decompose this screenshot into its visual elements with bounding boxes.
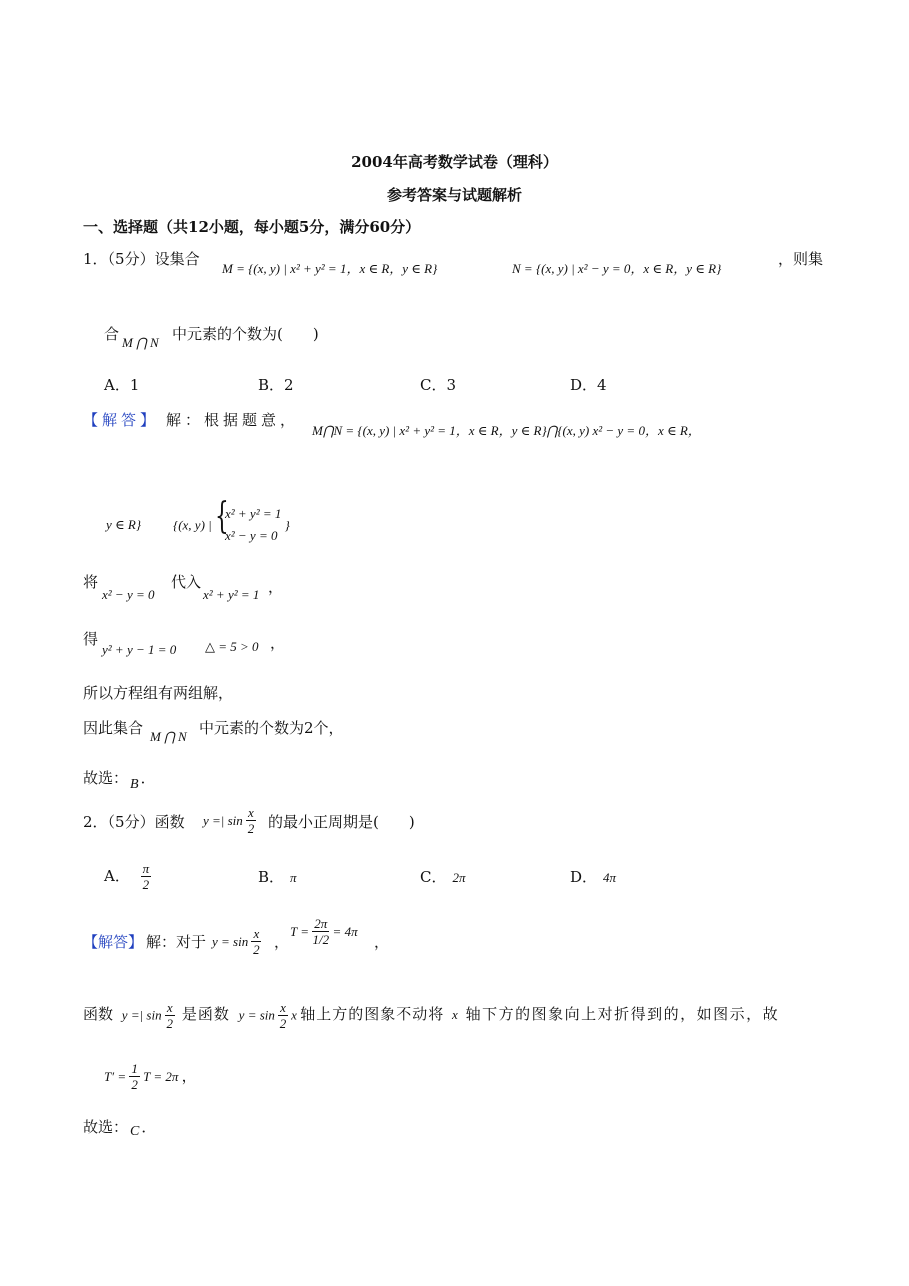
brace-icon: { xyxy=(214,496,229,537)
q2-sol-end: ， xyxy=(374,933,390,951)
q2-tprime-pre: T′ = xyxy=(104,1069,127,1084)
q2-sol-fn-den: 2 xyxy=(253,942,260,957)
q1-option-c: C．3 xyxy=(420,376,457,394)
q1-sub-mid: 代入 xyxy=(171,573,202,591)
q2-answer-intro: 解：对于 xyxy=(146,933,207,951)
q2-para-f2-num: x xyxy=(280,1000,286,1015)
q2-choice-label: 故选： xyxy=(83,1118,129,1136)
section-heading: 一、选择题（共12小题，每小题5分，满分60分） xyxy=(83,218,421,236)
q1-answer-tag: 【解答】 xyxy=(83,411,160,429)
q1-set-n: N = {(x, y) | x² − y = 0，x ∈ R，y ∈ R} xyxy=(512,261,722,276)
q2-function xyxy=(203,806,256,835)
q2-opt-a-den: 2 xyxy=(142,877,150,892)
q2-para-f1-fraction xyxy=(165,1001,175,1030)
q2-para-f2-x: x xyxy=(291,1008,297,1023)
q1-get-end: ， xyxy=(270,634,286,652)
q1-answer-expr2: y ∈ R} xyxy=(106,517,142,532)
q2-sol-period xyxy=(290,917,358,946)
q2-stem-post: 的最小正周期是( ) xyxy=(268,813,415,831)
q1-choice-end: ． xyxy=(140,769,156,787)
q1-conclusion-set: M ⋂ N xyxy=(150,729,187,744)
q2-para-f2 xyxy=(238,1000,301,1031)
q1-get-eq: y² + y − 1 = 0 xyxy=(102,642,177,657)
q2-tprime-end: ， xyxy=(181,1067,197,1085)
q2-para-f1 xyxy=(121,1000,178,1031)
q2-tprime-post: T = 2π xyxy=(143,1069,179,1084)
q2-sol-fn-fraction xyxy=(251,927,261,956)
q1-system xyxy=(173,496,290,547)
page-title: 2004年高考数学试卷（理科） xyxy=(351,153,558,171)
q2-func-pre: y =| sin xyxy=(203,813,243,828)
q2-option-b xyxy=(258,870,297,885)
q1-set-m: M = {(x, y) | x² + y² = 1，x ∈ R，y ∈ R} xyxy=(222,261,438,276)
q2-para-f1-pre: y =| sin xyxy=(121,1008,162,1023)
q1-conclusion-pre: 因此集合 xyxy=(83,719,144,737)
q2-opt-a-num: π xyxy=(142,861,150,876)
q2-func-num: x xyxy=(248,805,254,820)
q2-stem: 2．（5分）函数 xyxy=(83,813,185,831)
q2-choice-letter: C xyxy=(130,1124,140,1139)
q1-answer-expr: M⋂N = {(x, y) | x² + y² = 1，x ∈ R，y ∈ R}⋂{(x, y) x² − y = 0，x ∈ R， xyxy=(312,423,701,438)
q2-opt-b-val: π xyxy=(290,870,297,885)
q2-opt-c-val: 2π xyxy=(452,870,466,885)
q1-get-pre: 得 xyxy=(83,630,99,648)
q2-para-f2-fraction xyxy=(278,1001,288,1030)
q2-para-c: 轴上方的图象不动将 xyxy=(300,1004,445,1023)
q2-func-fraction xyxy=(246,806,256,835)
q2-opt-a-fraction xyxy=(141,862,152,891)
q1-choice-label: 故选： xyxy=(83,769,129,787)
q2-sol-t-fraction xyxy=(312,917,329,946)
q1-sub-end: ， xyxy=(268,578,284,596)
q1-answer-intro: 解：根据题意， xyxy=(166,411,300,429)
q2-para-f2-den: 2 xyxy=(279,1016,287,1031)
q1-option-b: B．2 xyxy=(258,376,294,394)
q2-para-d: 轴下方的图象向上对折得到的，如图示，故 xyxy=(465,1004,780,1023)
q2-tprime-fraction xyxy=(129,1062,140,1091)
q2-para-a: 函数 xyxy=(83,1004,114,1023)
q1-two-solutions: 所以方程组有两组解， xyxy=(83,684,234,702)
q2-sol-fn-num: x xyxy=(253,926,260,941)
q1-sub-eq1: x² − y = 0 xyxy=(102,587,155,602)
q2-sol-function xyxy=(212,927,261,956)
q1-system-row1: x² + y² = 1 xyxy=(224,506,282,521)
page-subtitle: 参考答案与试题解析 xyxy=(386,186,522,204)
q2-opt-a-label: A． xyxy=(104,867,130,885)
q2-opt-d-val: 4π xyxy=(603,870,617,885)
q2-option-c xyxy=(420,870,466,885)
q1-choice-letter: B xyxy=(130,777,139,792)
q1-system-suffix: } xyxy=(284,517,290,533)
q2-sol-t-pre: T = xyxy=(290,924,310,939)
q2-choice-end: ． xyxy=(141,1118,157,1136)
q2-opt-b-label: B． xyxy=(258,868,285,886)
q1-stem-tail: ，则集 xyxy=(778,250,824,268)
q1-choice xyxy=(83,769,156,792)
q1-system-prefix: {(x, y) | xyxy=(173,517,212,533)
q1-sub-eq2: x² + y² = 1 xyxy=(203,587,260,602)
q1-option-a: A．1 xyxy=(104,376,140,394)
q1-line2-pre: 合 xyxy=(104,325,120,343)
q1-get-delta: △ = 5 > 0 xyxy=(205,639,259,654)
q2-tprime-den: 2 xyxy=(131,1077,138,1092)
q2-para-line xyxy=(83,1001,828,1030)
q2-tprime xyxy=(104,1062,197,1091)
q2-sol-t-den: 1/2 xyxy=(312,932,330,947)
q1-system-row2: x² − y = 0 xyxy=(224,528,278,543)
q2-tprime-num: 1 xyxy=(131,1061,138,1076)
q2-para-f2-pre: y = sin xyxy=(238,1008,275,1023)
q1-line2-post: 中元素的个数为( ) xyxy=(172,325,319,343)
q2-option-a xyxy=(104,862,151,891)
q1-sub-pre: 将 xyxy=(83,573,99,591)
q2-para-b: 是函数 xyxy=(181,1004,230,1023)
q1-intersection: M ⋂ N xyxy=(122,335,159,350)
q2-sol-fn: y = sin xyxy=(212,934,249,949)
q2-choice xyxy=(83,1118,157,1139)
q2-sol-t-post: = 4π xyxy=(332,924,358,939)
q2-option-d xyxy=(570,870,616,885)
q2-para-f1-den: 2 xyxy=(166,1016,173,1031)
q2-func-den: 2 xyxy=(247,821,255,836)
q2-sol-t-num: 2π xyxy=(314,916,328,931)
q1-system-brace-group xyxy=(214,496,282,547)
q1-stem: 1．（5分）设集合 xyxy=(83,250,200,268)
q2-para-x: x xyxy=(452,1006,458,1022)
q2-opt-c-label: C． xyxy=(420,868,447,886)
q2-opt-d-label: D． xyxy=(570,868,598,886)
q2-sol-comma: ， xyxy=(274,933,290,951)
q1-conclusion-post: 中元素的个数为2个， xyxy=(199,719,344,737)
q1-option-d: D．4 xyxy=(570,376,607,394)
q2-answer-tag: 【解答】 xyxy=(83,933,144,951)
q2-para-f1-num: x xyxy=(166,1000,173,1015)
